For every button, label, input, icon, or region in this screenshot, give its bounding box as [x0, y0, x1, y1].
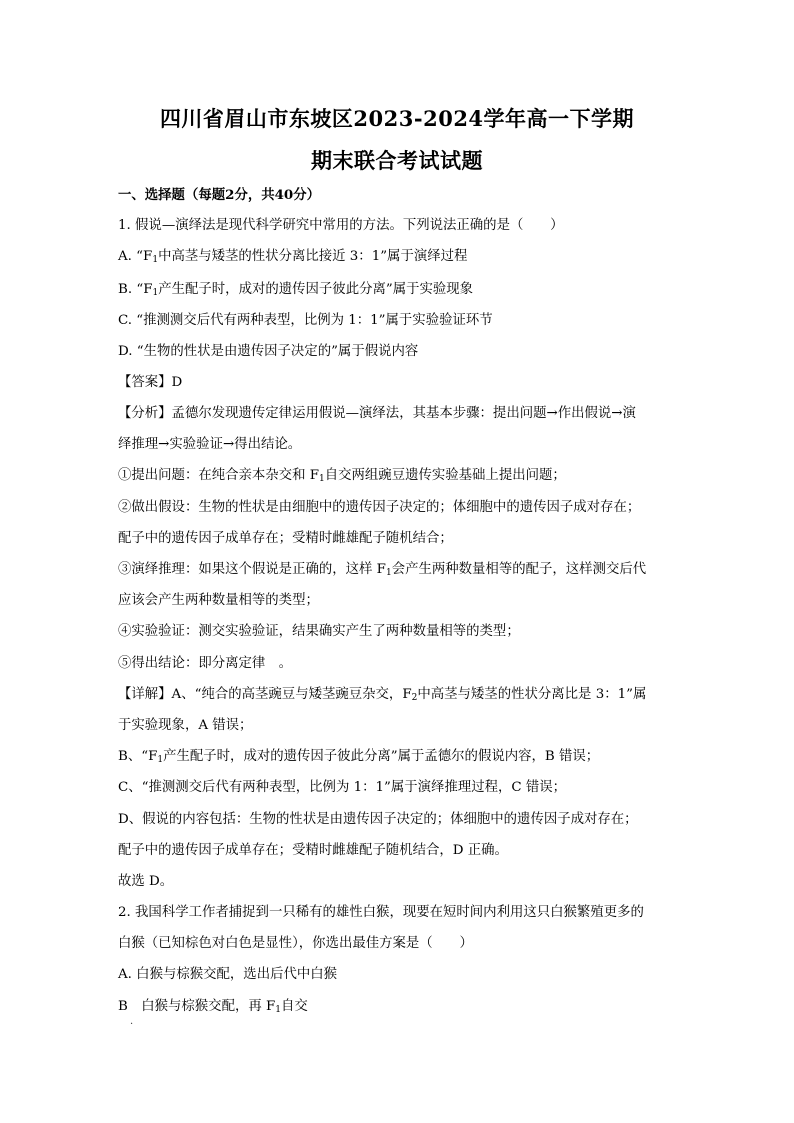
q1-analysis-line1: 【分析】孟德尔发现遗传定律运用假说—演绎法，其基本步骤：提出问题→作出假说→演 [118, 406, 636, 421]
q1-step3-sub: 1 [385, 568, 392, 578]
q2-option-a: A. 白猴与棕猴交配，选出后代中白猴 [118, 967, 338, 982]
q1-option-a-pre: A. “F [118, 249, 153, 264]
q1-step1-post: 自交两组豌豆遗传实验基础上提出问题； [324, 468, 566, 483]
q1-option-b-pre: B. “F [118, 282, 153, 297]
q2-stem-line1: 2. 我国科学工作者捕捉到一只稀有的雄性白猴，现要在短时间内利用这只白猴繁殖更多的 [118, 905, 644, 920]
q1-answer: 【答案】D [118, 375, 183, 390]
stray-dot-mark: · [130, 1019, 134, 1030]
q1-option-b-post: 产生配子时，成对的遗传因子彼此分离”属于实验现象 [158, 282, 474, 297]
q1-step4: ④实验验证：测交实验验证，结果确实产生了两种数量相等的类型； [118, 624, 520, 639]
q1-step2-line2: 配子中的遗传因子成单存在；受精时雌雄配子随机结合； [118, 531, 453, 546]
q1-option-b [118, 281, 678, 302]
q1-step2-line1: ②做出假设：生物的性状是由细胞中的遗传因子决定的；体细胞中的遗传因子成对存在； [118, 500, 641, 515]
q1-option-a-sub: 1 [152, 255, 159, 265]
q1-detail-line1 [118, 686, 678, 707]
q1-detail-pre: 【详解】A、“纯合的高茎豌豆与矮茎豌豆杂交，F [118, 687, 412, 702]
q2-option-b-sub: 1 [275, 1005, 282, 1015]
q2-stem-line2: 白猴（已知棕色对白色是显性），你选出最佳方案是（ ） [118, 936, 473, 951]
q2-option-b-post: 自交 [281, 999, 308, 1014]
q1-detail-d-line2: 配子中的遗传因子成单存在；受精时雌雄配子随机结合，D 正确。 [118, 843, 508, 858]
q1-option-a-post: 中高茎与矮茎的性状分离比接近 3：1”属于演绎过程 [158, 249, 468, 264]
q1-detail-b-pre: B、“F [118, 749, 158, 764]
q1-option-b-sub: 1 [152, 288, 159, 298]
q1-option-c: C. “推测测交后代有两种表型，比例为 1：1”属于实验验证环节 [118, 313, 493, 328]
q1-step1-sub: 1 [319, 474, 325, 484]
q1-step5: ⑤得出结论：即分离定律 。 [118, 656, 293, 671]
q1-detail-b-sub: 1 [157, 755, 164, 765]
q1-step1 [118, 467, 678, 488]
q1-step3-pre: ③演绎推理：如果这个假说是正确的，这样 F [118, 562, 386, 577]
q1-stem: 1. 假说—演绎法是现代科学研究中常用的方法。下列说法正确的是（ ） [118, 218, 564, 233]
q1-detail-b-post: 产生配子时，成对的遗传因子彼此分离”属于孟德尔的假说内容，B 错误； [163, 749, 600, 764]
q2-option-b [118, 998, 678, 1019]
q1-conclusion: 故选 D。 [118, 874, 174, 889]
q1-detail-line2: 于实验现象，A 错误； [118, 718, 253, 733]
section-heading: 一、选择题（每题2分，共40分） [118, 187, 321, 203]
page-title-line1: 四川省眉山市东坡区2023-2024学年高一下学期 [159, 106, 635, 131]
q1-option-a [118, 248, 678, 269]
q1-detail-b [118, 748, 678, 769]
q1-analysis-line2: 绎推理→实验验证→得出结论。 [118, 437, 302, 452]
q1-detail-c: C、“推测测交后代有两种表型，比例为 1：1”属于演绎推理过程，C 错误； [118, 780, 567, 795]
q1-step3-post: 会产生两种数量相等的配子，这样测交后代 [391, 562, 647, 577]
q1-detail-sub: 2 [411, 693, 418, 703]
q1-detail-d-line1: D、假说的内容包括：生物的性状是由遗传因子决定的；体细胞中的遗传因子成对存在； [118, 812, 638, 827]
q1-step3-line2: 应该会产生两种数量相等的类型； [118, 593, 319, 608]
q1-detail-post: 中高茎与矮茎的性状分离比是 3：1”属 [417, 687, 647, 702]
page-title-line2: 期末联合考试试题 [311, 148, 483, 173]
q1-option-d: D. “生物的性状是由遗传因子决定的”属于假说内容 [118, 344, 419, 359]
q2-option-b-pre: B 白猴与棕猴交配，再 F [118, 999, 276, 1014]
q1-step1-pre: ①提出问题：在纯合亲本杂交和 F [118, 468, 320, 483]
q1-step3-line1 [118, 561, 678, 582]
